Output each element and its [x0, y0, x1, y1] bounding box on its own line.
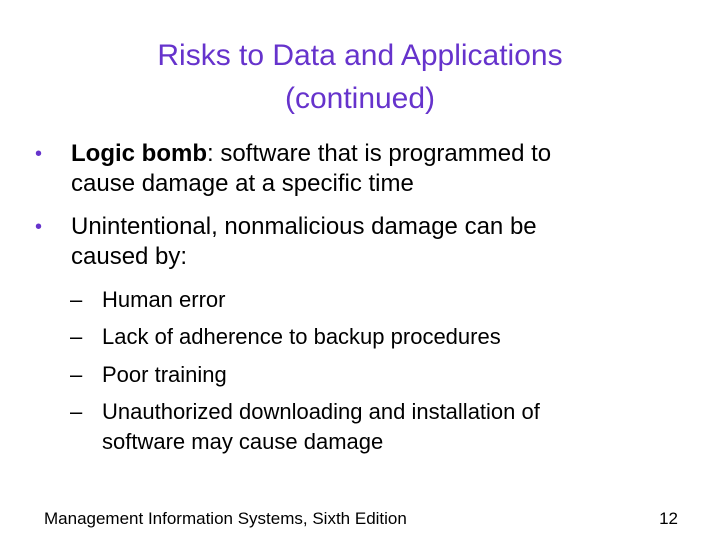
footer-book-title: Management Information Systems, Sixth Edition	[44, 509, 407, 528]
bullet-term: Logic bomb	[71, 140, 207, 167]
slide-title-line-2: (continued)	[284, 82, 436, 115]
bullet-marker: •	[35, 216, 43, 238]
footer-page-number: 12	[659, 509, 678, 528]
sub-bullet-marker: –	[70, 324, 83, 349]
sub-bullet-line-1: Unauthorized downloading and installation of	[102, 399, 540, 424]
sub-bullet-text	[102, 360, 662, 390]
sub-bullet-line-1: Lack of adherence to backup procedures	[102, 324, 501, 349]
bullet-line-2: cause damage at a specific time	[71, 170, 414, 197]
sub-bullet-text	[102, 322, 662, 352]
bullet-definition: : software that is programmed to	[206, 140, 552, 167]
bullet-text	[71, 212, 671, 272]
bullet-line-1	[71, 139, 671, 169]
bullet-text	[71, 139, 671, 199]
sub-bullet-line-1: Human error	[102, 287, 226, 312]
sub-bullet-line-2: software may cause damage	[102, 429, 384, 454]
bullet-line-1: Unintentional, nonmalicious damage can be	[71, 213, 537, 240]
bullet-marker: •	[35, 143, 43, 165]
sub-bullet-marker: –	[70, 287, 83, 312]
sub-bullet-marker: –	[70, 399, 83, 424]
sub-bullet-marker: –	[70, 362, 83, 387]
sub-bullet-line-1: Poor training	[102, 362, 227, 387]
sub-bullet-text	[102, 285, 662, 315]
slide-title	[60, 34, 660, 120]
sub-bullet-text	[102, 397, 662, 457]
bullet-line-2: caused by:	[71, 243, 188, 270]
slide-title-line-1: Risks to Data and Applications	[157, 39, 563, 72]
